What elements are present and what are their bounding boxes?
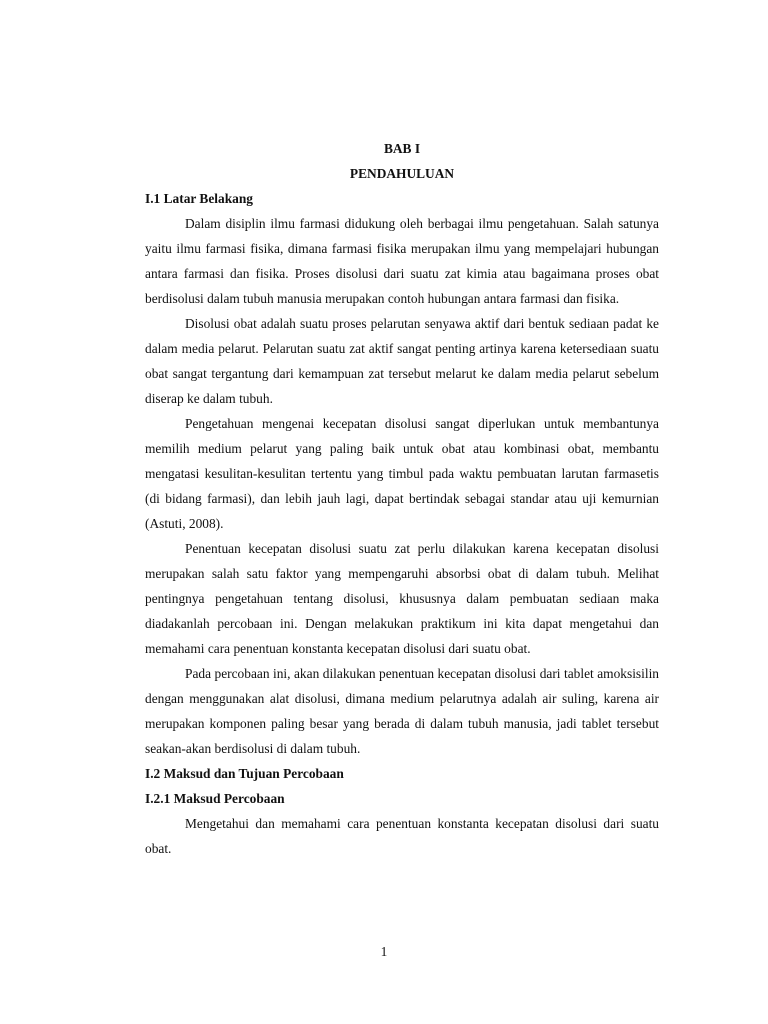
paragraph: Disolusi obat adalah suatu proses pelarutan senyawa aktif dari bentuk sediaan padat ke dalam media pelarut. Pelarutan suatu zat aktif sangat penting artinya karena ketersediaan suatu obat sangat tergantung dari kemampuan zat tersebut melarut ke dalam media pelarut sebelum diserap ke dalam tubuh. [145, 316, 659, 406]
paragraph: Mengetahui dan memahami cara penentuan konstanta kecepatan disolusi dari suatu obat. [145, 816, 659, 856]
paragraph: Penentuan kecepatan disolusi suatu zat perlu dilakukan karena kecepatan disolusi merupakan salah satu faktor yang mempengaruhi absorbsi obat di dalam tubuh. Melihat pentingnya pengetahuan tentang disolusi, khususnya dalam pembuatan sediaan maka diadakanlah percobaan ini. Dengan melakukan praktikum ini kita dapat mengetahui dan memahami cara penentuan konstanta kecepatan disolusi dari suatu obat. [145, 541, 659, 656]
section-heading-latar-belakang: I.1 Latar Belakang [145, 191, 254, 206]
subsection-heading-maksud: I.2.1 Maksud Percobaan [145, 791, 285, 806]
chapter-label: BAB I [383, 141, 421, 156]
paragraph: Pengetahuan mengenai kecepatan disolusi sangat diperlukan untuk membantunya memilih medium pelarut yang paling baik untuk obat atau kombinasi obat, membantu mengatasi kesulitan-kesulitan tertentu yang timbul pada waktu pembuatan larutan farmasetis (di bidang farmasi), dan lebih jauh lagi, dapat bertindak sebagai standar atau uji kemurnian (Astuti, 2008). [145, 416, 659, 531]
page-number: 1 [380, 944, 388, 959]
paragraph: Dalam disiplin ilmu farmasi didukung oleh berbagai ilmu pengetahuan. Salah satunya yaitu ilmu farmasi fisika, dimana farmasi fisika merupakan ilmu yang mempelajari hubungan antara farmasi dan fisika. Proses disolusi dari suatu zat kimia atau bagaimana proses obat berdisolusi dalam tubuh manusia merupakan contoh hubungan antara farmasi dan fisika. [145, 216, 659, 306]
chapter-title: PENDAHULUAN [349, 166, 455, 181]
page-content [145, 136, 659, 861]
section-heading-maksud-tujuan: I.2 Maksud dan Tujuan Percobaan [145, 766, 344, 781]
paragraph: Pada percobaan ini, akan dilakukan penentuan kecepatan disolusi dari tablet amoksisilin dengan menggunakan alat disolusi, dimana medium pelarutnya adalah air suling, karena air merupakan komponen paling besar yang berada di dalam tubuh manusia, jadi tablet tersebut seakan-akan berdisolusi di dalam tubuh. [145, 666, 659, 756]
